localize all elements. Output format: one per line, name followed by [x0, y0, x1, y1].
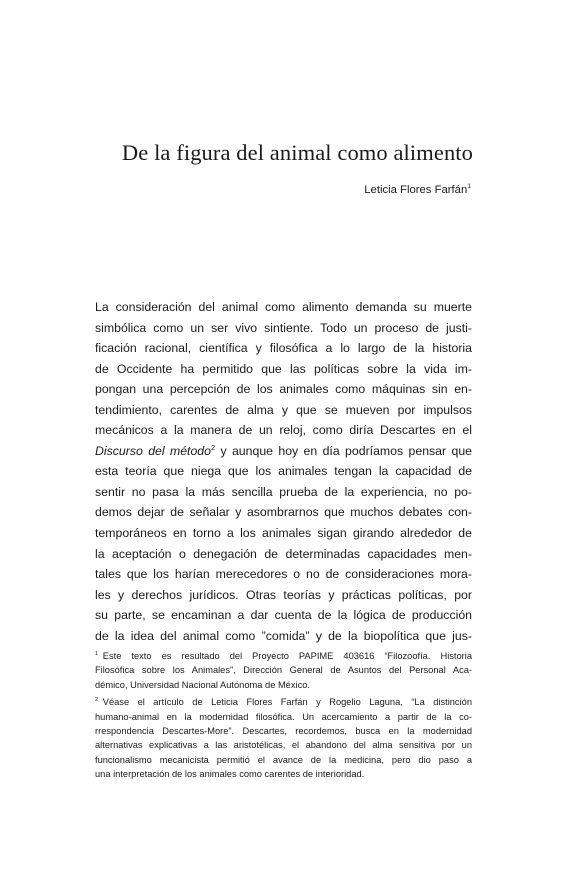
body-line: tales que los harían merecedores o no de consideraciones mora- [95, 567, 472, 582]
chapter-title: De la figura del animal como alimento [121, 140, 473, 165]
footnote-line: $^2$ Véase el artículo de Leticia Flores Farfán y Rogelio Laguna, “La distinción [95, 697, 472, 708]
author-footnote-mark[interactable]: 1 [467, 183, 471, 191]
body-line: temporáneos en torno a los animales sigan girando alrededor de [95, 526, 472, 541]
body-line: pongan una percepción de los animales como máquinas sin en- [95, 382, 472, 397]
body-paragraph [95, 297, 472, 646]
author-name: Leticia Flores Farfán [364, 184, 468, 196]
footnote-line: rrespondencia Descartes-More”. Descartes, recordemos, busca en la modernidad [95, 725, 472, 736]
footnote-line: démico, Universidad Nacional Autónoma de México. [95, 679, 310, 690]
author-line [0, 184, 471, 196]
footnote-line: alternativas explicativas a las aristotélicas, el abandono del alma sensitiva por un [95, 740, 472, 751]
body-line: esta teoría que niega que los animales tengan la capacidad de [95, 464, 472, 479]
body-line: de Occidente ha permitido que las políticas sobre la vida im- [95, 361, 472, 376]
footnote-line: funcionalismo mecanicista permitió el avance de la medicina, pero dio paso a [95, 754, 472, 765]
footnote-line: humano-animal en la modernidad filosófica. Un acercamiento a partir de la co- [95, 711, 472, 722]
body-line: su parte, se encaminan a dar cuenta de la lógica de producción [95, 608, 472, 623]
footnote-2 [95, 695, 472, 781]
footnote-line: Filosófica sobre los Animales”, Dirección General de Asuntos del Personal Aca- [95, 665, 472, 676]
body-line: de la idea del animal como ”comida” y de la biopolítica que jus- [95, 628, 472, 643]
body-line: demos dejar de señalar y asombrarnos que muchos debates con- [95, 505, 472, 520]
body-line: ficación racional, científica y filosófica a lo largo de la historia [95, 341, 472, 356]
body-line: les y derechos jurídicos. Otras teorías y prácticas políticas, por [95, 587, 472, 602]
footnotes [95, 649, 472, 785]
body-line: la aceptación o denegación de determinadas capacidades men- [95, 546, 472, 561]
body-line: simbólica como un ser vivo sintiente. Todo un proceso de justi- [95, 320, 472, 335]
body-line: sentir no pasa la más sencilla prueba de la experiencia, no po- [95, 484, 472, 499]
footnote-1 [95, 649, 472, 692]
footnote-mark[interactable]: 2 [210, 442, 216, 452]
body-line: Discurso del método$^2$ y aunque hoy en día podríamos pensar que [95, 442, 472, 458]
body-line: mecánicos a la manera de un reloj, como diría Descartes en el [95, 423, 472, 438]
work-title-italic: Discurso del método [95, 443, 211, 458]
footnote-line: $^1$ Este texto es resultado del Proyecto PAPIME 403616 “Filozoofía. Historia [95, 650, 472, 661]
body-line: tendimiento, carentes de alma y que se mueven por impulsos [95, 402, 472, 417]
footnote-number: 2 [95, 697, 99, 704]
body-line: La consideración del animal como alimento demanda su muerte [95, 300, 472, 314]
footnote-number: 1 [95, 650, 99, 657]
footnote-line: una interpretación de los animales como carentes de interioridad. [95, 769, 365, 780]
